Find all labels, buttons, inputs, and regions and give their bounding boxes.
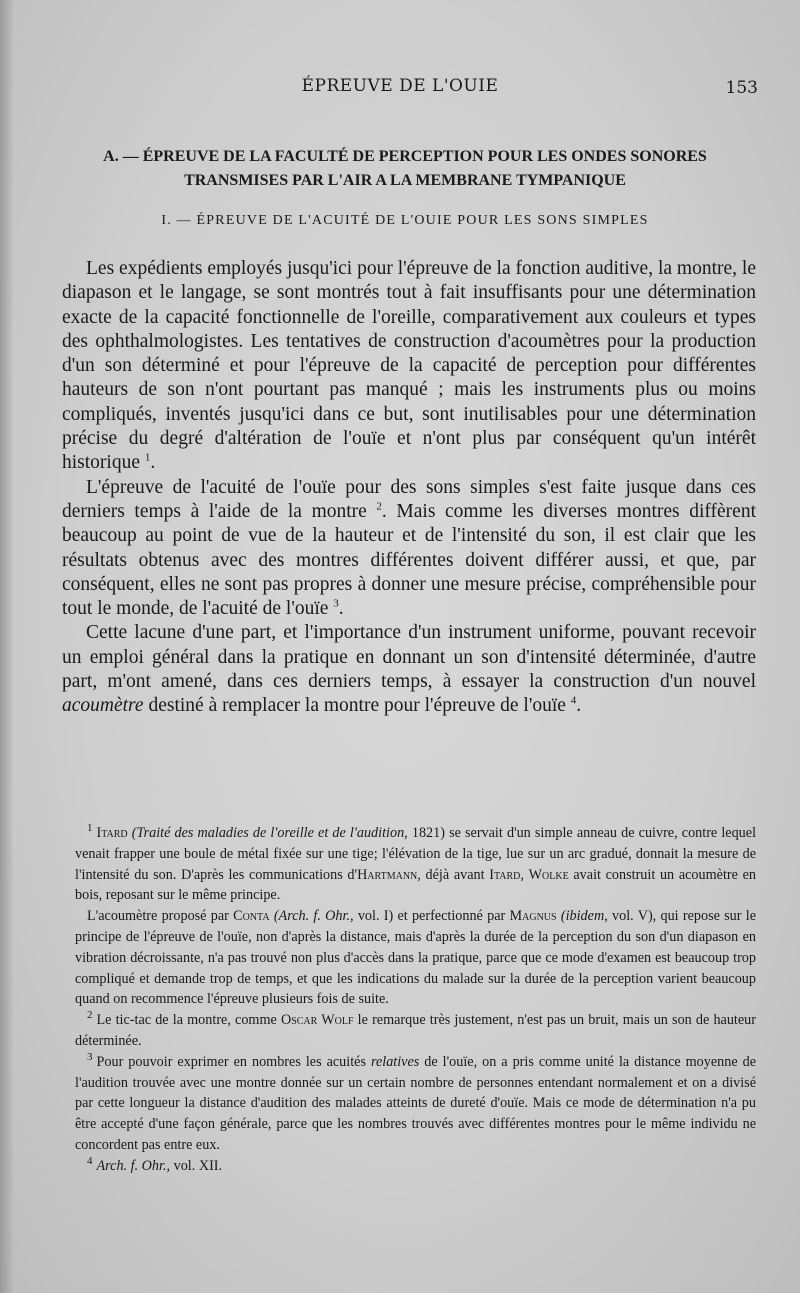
paragraph-2 <box>62 476 756 622</box>
footnote-1b-conta: Conta <box>233 908 270 925</box>
footnote-1b-magnus: Magnus <box>509 908 557 925</box>
footnote-1-author: Itard <box>96 825 128 841</box>
paragraph-3-text-b: destiné à remplacer la montre pour l'épreuve de l'ouïe <box>148 695 566 717</box>
section-heading-line-1 <box>60 145 750 169</box>
footnote-1b-ref: (Arch. f. Ohr., <box>273 908 354 925</box>
footnote-4-mark: 4 <box>87 1155 93 1168</box>
footnote-1-wolke: Wolke <box>528 866 569 883</box>
footnote-2-text-2: le remarque très justement, n'est pas un bruit, mais un son de hauteur déterminée. <box>75 1012 756 1049</box>
footnote-1b-text-1: L'acoumètre proposé par <box>87 908 229 925</box>
sub-heading: I. — ÉPREUVE DE L'ACUITÉ DE L'OUIE POUR LES SONS SIMPLES <box>161 213 649 228</box>
footnote-4-text: vol. XII. <box>173 1157 223 1174</box>
footnote-ref-2[interactable]: 2 <box>376 500 382 513</box>
paragraph-3-end: . <box>576 695 582 717</box>
footnote-2-mark: 2 <box>87 1009 93 1022</box>
paragraph-1 <box>62 257 756 476</box>
footnote-3-text-1: Pour pouvoir exprimer en nombres les acuités <box>96 1053 366 1070</box>
footnote-1: $^1$ Itard (Traité des maladies de l'oreille et de l'audition, 1821) se servait d'un simple anneau de cuivre, contre lequel venait frapper une boule de métal fixée sur une tige; l'élévation de la tige, lue sur un arc gradué, donnait la mesure de l'intensité du son. D'après les communications d'Hartmann, déjà avant Itard, Wolke avait construit un acoumètre en bois, reposant sur le même principe. <box>75 822 757 904</box>
running-title: ÉPREUVE DE L'OUIE <box>301 76 499 96</box>
footnote-3-relatives: relatives <box>370 1053 420 1070</box>
paragraph-2-text-b: . Mais comme les diverses montres diffèrent beaucoup au point de vue de la hauteur et de l'intensité du son, il est clair que les résultats obtenus avec des montres différentes doivent différer aussi, et que, par conséquent, elles ne sont pas propres à donner une mesure précise, compréhensible pour tout le monde, de l'acuité de l'ouïe <box>62 500 756 620</box>
paragraph-3-text-a: Cette lacune d'une part, et l'importance d'un instrument uniforme, pouvant recevoir un emploi général dans la pratique en donnant un son d'intensité déterminée, d'autre part, m'ont amené, dans ces derniers temps, à essayer la construction d'un nouvel <box>62 622 756 693</box>
paragraph-2-text-a: L'épreuve de l'acuité de l'ouïe pour des sons simples s'est faite jusque dans ces derniers temps à l'aide de la montre <box>62 476 756 522</box>
footnote-1-itard: Itard <box>489 866 521 883</box>
footnote-3-mark: 3 <box>87 1051 93 1064</box>
section-dash: — <box>122 148 139 165</box>
footnote-1b-text-3: vol. V), qui repose sur le principe de l'épreuve de l'ouïe, non d'après la distance, mais d'après la durée de la perception du son d'un diapason en vibration décroissante, n'a pas trouvé non plus d'accès dans la pratique, parce que ce mode d'examen est beaucoup trop compliqué et demande trop de temps, et que les indications du malade sur la durée de la perception varient beaucoup quand on recommence l'épreuve plusieurs fois de suite. <box>75 908 756 1008</box>
footnote-2 <box>75 1010 756 1052</box>
running-head <box>0 76 800 100</box>
paragraph-1-text: Les expédients employés jusqu'ici pour l'épreuve de la fonction auditive, la montre, le diapason et le langage, se sont montrés tout à fait insuffisants pour une détermination exacte de la capacité fonctionnelle de l'oreille, comparativement aux couleurs et types des ophthalmologistes. Les tentatives de construction d'acoumètres pour la production d'un son déterminé et pour l'épreuve de la capacité de perception pour différentes hauteurs de son n'ont pourtant pas manqué ; mais les instruments plus ou moins compliqués, inventés jusqu'ici dans ce but, sont inutilisables pour une détermination précise du degré d'altération de l'ouïe et n'ont plus par conséquent qu'un intérêt historique <box>62 258 756 474</box>
footnotes <box>75 823 756 1177</box>
footnote-1-text-3: avait construit un acoumètre en bois, reposant sur le même principe. <box>75 866 756 904</box>
body-text <box>62 257 756 719</box>
footnote-4-ref: Arch. f. Ohr., <box>96 1157 171 1174</box>
footnote-ref-1[interactable]: 1 <box>144 451 151 464</box>
footnote-1-text-2: , déjà avant <box>417 866 485 883</box>
footnote-2-oscar-wolf: Oscar Wolf <box>280 1012 354 1029</box>
paragraph-3-italic: acoumètre <box>62 695 144 717</box>
footnote-1b-ibidem: (ibidem, <box>560 908 608 925</box>
footnote-4 <box>75 1156 756 1177</box>
page-number: 153 <box>725 78 758 98</box>
footnote-1-hartmann: Hartmann <box>357 866 418 883</box>
footnote-2-text-1: Le tic-tac de la montre, comme <box>96 1012 277 1029</box>
footnote-1b <box>75 906 756 1010</box>
footnote-1-title: (Traité des maladies de l'oreille et de l'audition, <box>131 825 408 841</box>
section-letter: A. <box>103 148 119 165</box>
section-heading-line-2: TRANSMISES PAR L'AIR A LA MEMBRANE TYMPANIQUE <box>184 172 626 189</box>
section-heading-text-1: ÉPREUVE DE LA FACULTÉ DE PERCEPTION POUR LES ONDES SONORES <box>142 148 707 165</box>
section-heading <box>60 145 750 193</box>
paragraph-2-end: . <box>338 598 344 620</box>
footnote-ref-3[interactable]: 3 <box>333 597 339 610</box>
footnote-3-text-2: de l'ouïe, on a pris comme unité la distance moyenne de l'audition trouvée avec une montre donnée sur un certain nombre de personnes entendant normalement et on a divisé par cette longueur la distance d'audition des malades atteints de dureté d'ouïe. Mais ce mode de détermination n'a pu être accepté d'une façon générale, parce que les nombres trouvés avec différentes montres pour le même individu ne concordent pas entre eux. <box>75 1053 757 1153</box>
footnote-ref-4[interactable]: 4 <box>570 694 577 707</box>
footnote-3 <box>75 1052 756 1156</box>
paragraph-3 <box>62 621 756 718</box>
footnote-1-text: 1821) se servait d'un simple anneau de cuivre, contre lequel venait frapper une boule de métal fixée sur une tige; l'élévation de la tige, lue sur un arc gradué, donnait la mesure de l'intensité du son. D'après les communications d' <box>75 825 757 883</box>
paragraph-1-end: . <box>150 452 156 474</box>
footnote-1b-text-2: vol. I) et perfectionné par <box>357 908 506 925</box>
footnote-1-mark: 1 <box>87 822 93 835</box>
